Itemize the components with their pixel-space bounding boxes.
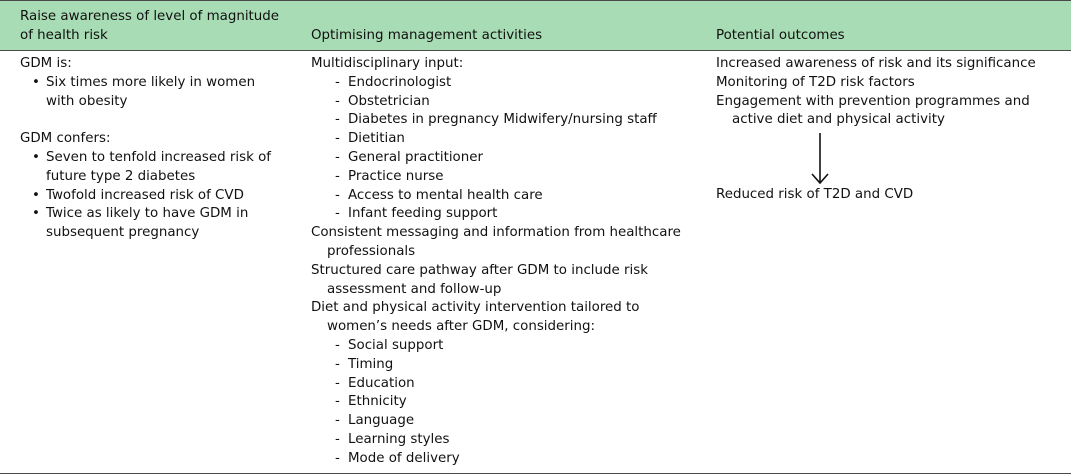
header-optimising-management: [311, 1, 691, 50]
list-item: - Endocrinologist: [311, 74, 711, 93]
down-arrow-icon: [808, 131, 832, 187]
consistent-messaging: Consistent messaging and information from healthcare: [311, 225, 681, 241]
list-item: - Learning styles: [311, 431, 711, 450]
list-item: - Dietitian: [311, 130, 711, 149]
outcome-item: Increased awareness of risk and its significance: [716, 56, 1036, 71]
list-item: - Timing: [311, 356, 711, 375]
gdm-confers-title: GDM confers:: [20, 131, 111, 147]
table-header: [0, 0, 1071, 51]
list-item: - Obstetrician: [311, 93, 711, 112]
list-item-continuation: future type 2 diabetes: [46, 168, 196, 184]
header-col1-line2: of health risk: [20, 28, 108, 44]
list-item: - Access to mental health care: [311, 187, 711, 206]
list-item: • Twofold increased risk of CVD: [20, 187, 310, 206]
structured-care-continuation: assessment and follow-up: [327, 281, 502, 297]
list-item: - Infant feeding support: [311, 205, 711, 224]
column-potential-outcomes: [716, 55, 1066, 130]
outcome-item: Engagement with prevention programmes and: [716, 93, 1030, 109]
list-item-continuation: with obesity: [46, 93, 128, 109]
diet-intervention-continuation: women’s needs after GDM, considering:: [327, 319, 595, 335]
spacer: [20, 111, 310, 130]
list-item: • Twice as likely to have GDM in: [20, 205, 310, 224]
list-item: • Seven to tenfold increased risk of: [20, 149, 310, 168]
list-item: - Ethnicity: [311, 393, 711, 412]
header-col1-line1: Raise awareness of level of magnitude: [20, 9, 280, 25]
structured-care: Structured care pathway after GDM to include risk: [311, 262, 648, 278]
list-item: - Diabetes in pregnancy Midwifery/nursing staff: [311, 111, 711, 130]
list-item: - Mode of delivery: [311, 450, 711, 469]
header-potential-outcomes: [716, 1, 1056, 50]
list-item: - General practitioner: [311, 149, 711, 168]
multidisciplinary-title: Multidisciplinary input:: [311, 56, 464, 71]
final-outcome: Reduced risk of T2D and CVD: [716, 187, 914, 202]
list-item-continuation: subsequent pregnancy: [46, 225, 200, 241]
list-item: - Language: [311, 412, 711, 431]
outcome-item-continuation: active diet and physical activity: [732, 112, 945, 128]
list-item: - Practice nurse: [311, 168, 711, 187]
header-col3-label: Potential outcomes: [716, 28, 845, 44]
table-bottom-rule: [0, 473, 1071, 474]
list-item: - Social support: [311, 337, 711, 356]
column-risk-awareness: [20, 55, 310, 243]
header-raise-awareness: [20, 1, 290, 50]
outcome-item: Monitoring of T2D risk factors: [716, 74, 915, 90]
consistent-messaging-continuation: professionals: [327, 243, 416, 259]
column-management-activities: [311, 55, 711, 469]
gdm-is-title: GDM is:: [20, 56, 72, 71]
list-item: - Education: [311, 375, 711, 394]
header-col2-label: Optimising management activities: [311, 28, 543, 44]
list-item: • Six times more likely in women: [20, 74, 310, 93]
diet-intervention: Diet and physical activity intervention tailored to: [311, 300, 640, 316]
